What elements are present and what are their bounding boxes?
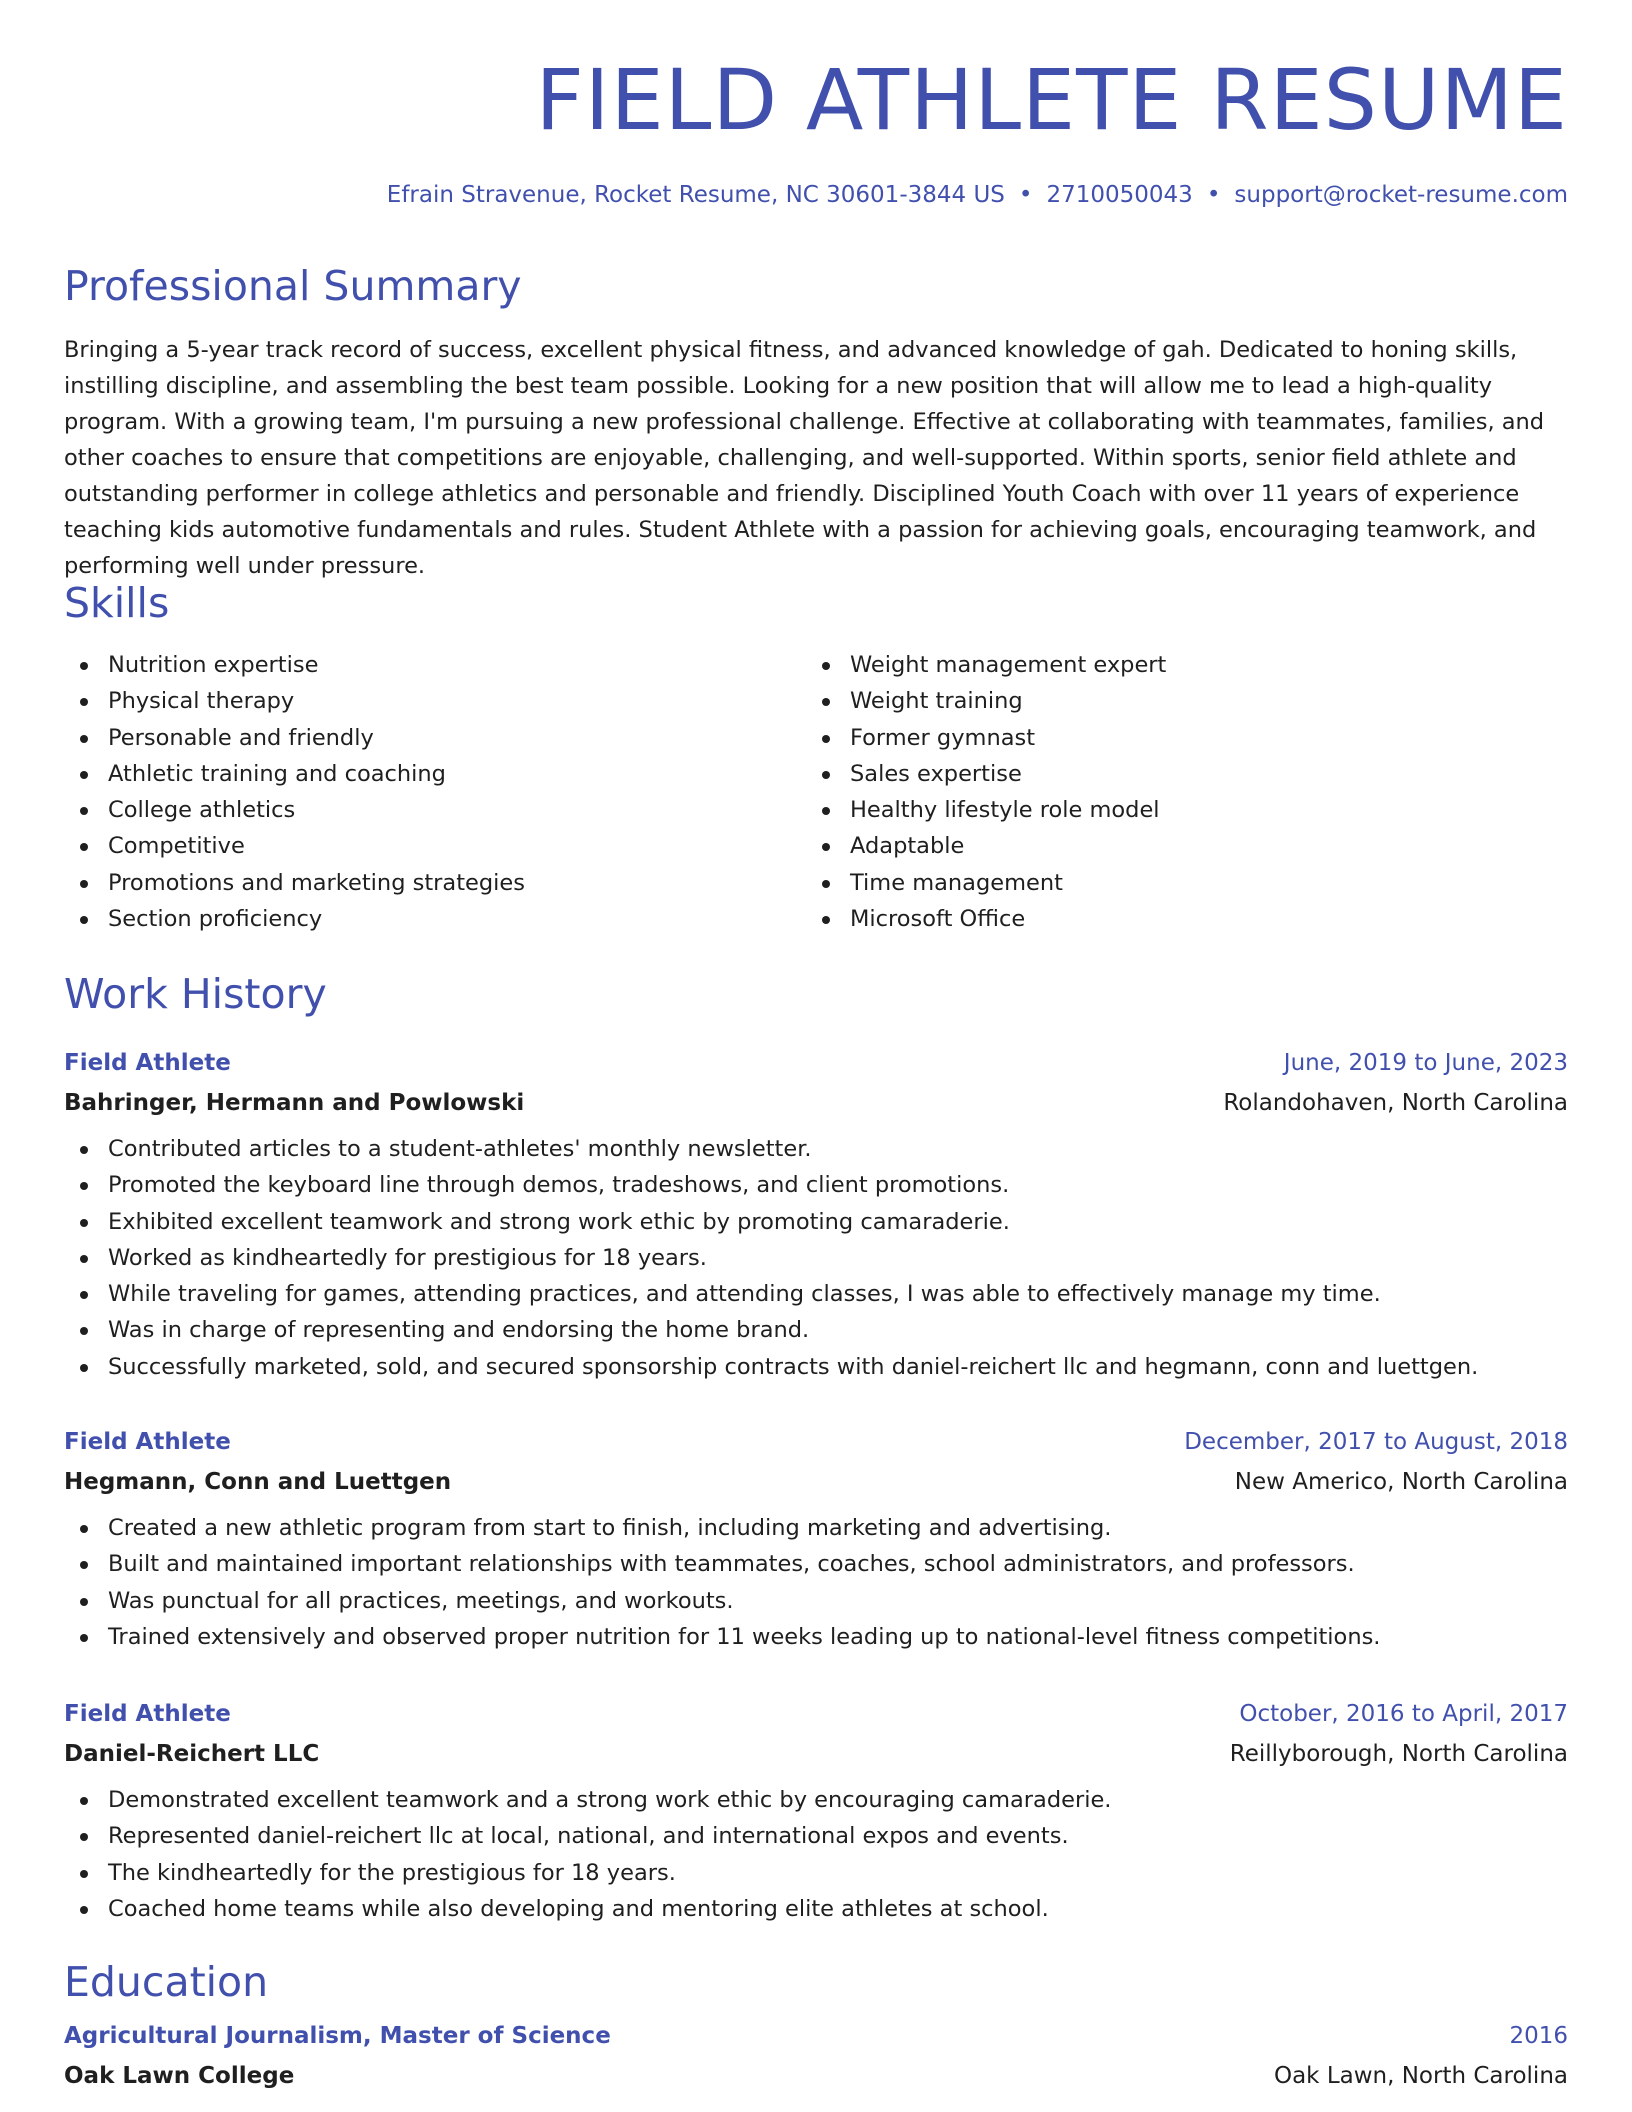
skills-columns — [64, 647, 1568, 937]
skill-item: Former gymnast — [806, 720, 1548, 756]
skill-item: Athletic training and coaching — [64, 756, 806, 792]
skill-item: Physical therapy — [64, 683, 806, 719]
job-bullet: Represented daniel-reichert llc at local, national, and international expos and events. — [64, 1818, 1568, 1854]
job-header-row — [64, 1422, 1568, 1462]
job-role: Field Athlete — [64, 1050, 231, 1076]
skill-item: Personable and friendly — [64, 720, 806, 756]
skill-item: Healthy lifestyle role model — [806, 792, 1548, 828]
job-bullet: Trained extensively and observed proper nutrition for 11 weeks leading up to national-level fitness competitions. — [64, 1619, 1568, 1655]
job-bullet: Was in charge of representing and endorsing the home brand. — [64, 1312, 1568, 1348]
skill-item: Adaptable — [806, 828, 1548, 864]
job-bullet: Successfully marketed, sold, and secured sponsorship contracts with daniel-reichert llc and hegmann, conn and luettgen. — [64, 1349, 1568, 1385]
skills-list-right — [806, 647, 1548, 937]
job-bullet: Worked as kindheartedly for prestigious for 18 years. — [64, 1240, 1568, 1276]
skill-item: College athletics — [64, 792, 806, 828]
job-company: Hegmann, Conn and Luettgen — [64, 1469, 452, 1495]
skill-item: Competitive — [64, 828, 806, 864]
education-header-row — [64, 2016, 1568, 2056]
skills-list-left — [64, 647, 806, 937]
job-company: Bahringer, Hermann and Powlowski — [64, 1090, 525, 1116]
job-header-row — [64, 1043, 1568, 1083]
skill-item: Sales expertise — [806, 756, 1548, 792]
education-heading: Education — [64, 1958, 269, 2006]
skill-item: Weight training — [806, 683, 1548, 719]
job-bullet: Created a new athletic program from start to finish, including marketing and advertising. — [64, 1510, 1568, 1546]
job-header-row — [64, 1694, 1568, 1734]
skills-section — [64, 579, 1568, 937]
job-entry — [64, 1043, 1568, 1385]
contact-phone: 2710050043 — [1046, 182, 1193, 208]
job-company: Daniel-Reichert LLC — [64, 1741, 320, 1767]
contact-address: Efrain Stravenue, Rocket Resume, NC 30601-3844 US — [386, 182, 1005, 208]
resume-header — [64, 0, 1568, 148]
job-dates: December, 2017 to August, 2018 — [1184, 1429, 1568, 1455]
job-entry — [64, 1422, 1568, 1655]
skills-heading: Skills — [64, 579, 170, 627]
job-company-row — [64, 1083, 1568, 1123]
job-bullet: Promoted the keyboard line through demos, tradeshows, and client promotions. — [64, 1167, 1568, 1203]
skill-item: Promotions and marketing strategies — [64, 865, 806, 901]
skill-item: Section proficiency — [64, 901, 806, 937]
resume-title: FIELD ATHLETE RESUME — [535, 51, 1568, 149]
work-history-heading: Work History — [64, 970, 327, 1018]
job-bullet: Demonstrated excellent teamwork and a strong work ethic by encouraging camaraderie. — [64, 1782, 1568, 1818]
job-bullet: Contributed articles to a student-athletes' monthly newsletter. — [64, 1131, 1568, 1167]
job-role: Field Athlete — [64, 1429, 231, 1455]
job-company-row — [64, 1734, 1568, 1774]
job-bullets — [64, 1131, 1568, 1385]
education-school-row — [64, 2056, 1568, 2096]
summary-text: Bringing a 5-year track record of success, excellent physical fitness, and advanced knowledge of gah. Dedicated to honing skills, instilling discipline, and assembling the best team possible. Looking for a new position that will allow me to lead a high-quality program. With a growing team, I'm pursuing a new professional challenge. Effective at collaborating with teammates, families, and other coaches to ensure that competitions are enjoyable, challenging, and well-supported. Within sports, senior field athlete and outstanding performer in college athletics and personable and friendly. Disciplined Youth Coach with over 11 years of experience teaching kids automotive fundamentals and rules. Student Athlete with a passion for achieving goals, encouraging teamwork, and performing well under pressure. — [64, 337, 1545, 579]
job-role: Field Athlete — [64, 1701, 231, 1727]
education-location: Oak Lawn, North Carolina — [1273, 2063, 1568, 2089]
contact-line — [387, 182, 1568, 208]
job-entry — [64, 1694, 1568, 1927]
summary-heading: Professional Summary — [64, 262, 522, 310]
job-bullets — [64, 1510, 1568, 1655]
summary-section — [64, 262, 1568, 584]
education-degree: Agricultural Journalism, Master of Science — [64, 2023, 611, 2049]
contact-separator: • — [1206, 182, 1221, 208]
job-bullet: Exhibited excellent teamwork and strong work ethic by promoting camaraderie. — [64, 1204, 1568, 1240]
work-history-section — [64, 970, 1568, 1922]
job-location: Rolandohaven, North Carolina — [1223, 1090, 1568, 1116]
job-bullet: While traveling for games, attending practices, and attending classes, I was able to effectively manage my time. — [64, 1276, 1568, 1312]
contact-email: support@rocket-resume.com — [1234, 182, 1568, 208]
education-section — [64, 1958, 1568, 2096]
education-school: Oak Lawn College — [64, 2063, 295, 2089]
job-dates: October, 2016 to April, 2017 — [1239, 1701, 1568, 1727]
job-bullet: Was punctual for all practices, meetings, and workouts. — [64, 1583, 1568, 1619]
job-location: Reillyborough, North Carolina — [1229, 1741, 1568, 1767]
education-year: 2016 — [1509, 2023, 1568, 2049]
job-company-row — [64, 1462, 1568, 1502]
skill-item: Weight management expert — [806, 647, 1548, 683]
job-dates: June, 2019 to June, 2023 — [1283, 1050, 1568, 1076]
skill-item: Time management — [806, 865, 1548, 901]
contact-separator: • — [1018, 182, 1033, 208]
job-bullet: Built and maintained important relationships with teammates, coaches, school administrators, and professors. — [64, 1546, 1568, 1582]
job-bullet: Coached home teams while also developing and mentoring elite athletes at school. — [64, 1891, 1568, 1927]
job-bullets — [64, 1782, 1568, 1927]
job-bullet: The kindheartedly for the prestigious for 18 years. — [64, 1855, 1568, 1891]
skill-item: Nutrition expertise — [64, 647, 806, 683]
skill-item: Microsoft Office — [806, 901, 1548, 937]
job-location: New Americo, North Carolina — [1234, 1469, 1568, 1495]
